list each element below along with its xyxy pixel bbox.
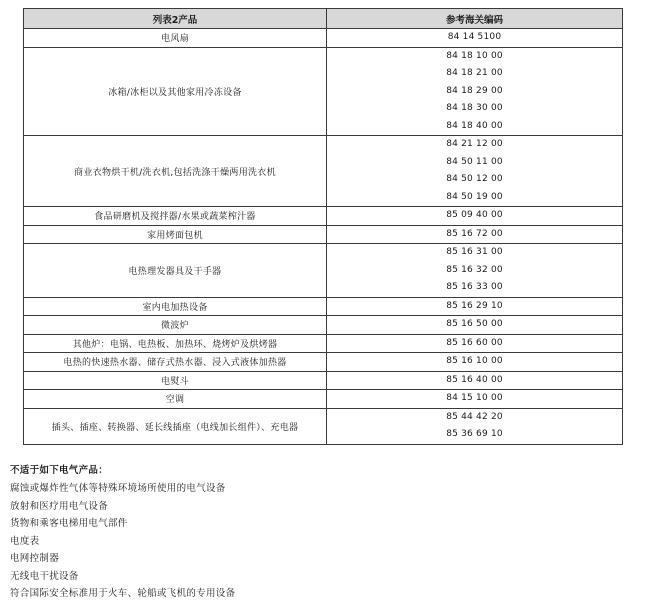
customs-code: 84 50 19 00 [446,191,503,202]
table-row [24,371,623,390]
product-name-cell: 室内电加热设备 [24,297,327,316]
customs-code: 84 14 5100 [447,32,502,42]
table-header-row [24,9,623,29]
product-name-cell: 空调 [24,390,327,409]
customs-code: 84 18 21 00 [446,68,503,78]
product-name-cell: 冰箱/冰柜以及其他家用冷冻设备 [24,47,327,136]
customs-code: 84 18 30 00 [446,103,503,113]
exclusion-item: 腐蚀或爆炸性气体等特殊环境场所使用的电气设备 [10,483,226,494]
customs-code: 85 09 40 00 [446,210,503,220]
customs-codes-cell [327,353,623,372]
customs-codes-cell [327,207,623,226]
product-name-cell: 食品研磨机及搅拌器/水果或蔬菜榨汁器 [24,207,327,226]
exclusion-item: 电度表 [10,535,40,547]
product-name-cell: 电熨斗 [24,371,327,390]
exclusions-heading: 不适于如下电气产品： [10,465,109,476]
exclusions-list [10,480,235,603]
customs-code: 85 16 33 00 [446,282,503,292]
customs-code: 84 18 29 00 [446,85,503,96]
customs-code: 84 18 40 00 [446,120,503,131]
customs-codes-cell [327,316,623,335]
product-name-cell: 插头、插座、转换器、延长线插座（电线加长组件）、充电器 [24,408,327,444]
customs-codes-cell [327,334,623,353]
customs-code: 85 16 60 00 [446,337,503,348]
customs-code: 84 18 10 00 [446,50,503,61]
product-name-cell: 商业衣物烘干机/洗衣机,包括洗涤干燥两用洗衣机 [24,136,327,207]
table-row [24,390,623,409]
customs-codes-cell [327,136,623,207]
customs-code: 84 21 12 00 [446,139,503,149]
exclusion-item: 无线电干扰设备 [10,570,79,582]
product-name-cell: 电风扇 [24,29,327,48]
table-row [24,29,623,48]
customs-codes-cell [327,371,623,390]
exclusion-item: 放射和医疗用电气设备 [10,500,109,512]
customs-codes-cell [327,297,623,316]
table-row [24,316,623,335]
table-row [24,47,623,136]
product-name-cell: 电热的快速热水器、储存式热水器、浸入式液体加热器 [24,353,327,372]
column-header-customs-code: 参考海关编码 [327,9,623,29]
customs-codes-cell [327,390,623,409]
exclusion-item: 符合国际安全标准用于火车、轮船或飞机的专用设备 [10,588,236,599]
exclusion-item: 电网控制器 [10,553,60,564]
customs-codes-cell [327,225,623,244]
customs-code: 85 16 29 10 [446,300,503,311]
customs-codes-cell [327,47,623,136]
product-name-cell: 家用烤面包机 [24,225,327,244]
customs-code: 84 15 10 00 [446,393,503,403]
customs-code: 84 50 11 00 [446,156,503,167]
customs-code: 85 44 42 20 [446,411,503,422]
customs-code: 85 16 40 00 [446,374,503,385]
table-row [24,297,623,316]
customs-codes-cell [327,29,623,48]
customs-code: 85 16 31 00 [446,247,503,257]
product-name-cell: 其他炉：电锅、电热板、加热环、烧烤炉及烘烤器 [24,334,327,353]
table-row [24,136,623,207]
customs-code: 85 16 32 00 [446,264,503,275]
exclusion-item: 货物和乘客电梯用电气部件 [10,518,128,529]
customs-code: 85 16 50 00 [446,319,503,329]
customs-code: 85 36 69 10 [446,429,503,439]
customs-code: 85 16 10 00 [446,356,503,366]
table-row [24,353,623,372]
column-header-product: 列表2产品 [24,9,327,29]
product-customs-code-table [23,8,623,445]
product-name-cell: 电热理发器具及干手器 [24,244,327,298]
table-row [24,334,623,353]
customs-codes-cell [327,244,623,298]
customs-codes-cell [327,408,623,444]
customs-code: 85 16 72 00 [446,228,503,239]
table-body [24,29,623,445]
exclusions-section [10,461,235,603]
product-name-cell: 微波炉 [24,316,327,335]
table-row [24,225,623,244]
customs-code: 84 50 12 00 [446,174,503,184]
table-row [24,408,623,444]
table-row [24,244,623,298]
table-row [24,207,623,226]
